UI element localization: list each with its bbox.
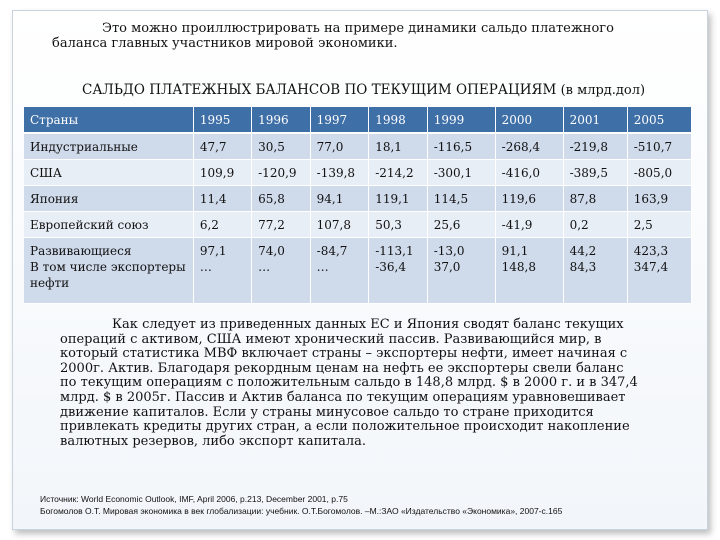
table-cell: -41,9 xyxy=(495,212,563,238)
paragraph-line: который статистика МВФ включает страны – экспортеры нефти, имеет начиная с xyxy=(60,346,628,362)
header-cell: 1996 xyxy=(252,107,311,133)
table-cell: Европейский союз xyxy=(24,212,193,238)
paragraph-line: Как следует из приведенных данных ЕС и Япония сводят баланс текущих xyxy=(112,317,624,332)
paragraph-line: привлекать кредиты других стран, а если положительное происходит накопление xyxy=(60,419,630,435)
table-row xyxy=(24,238,692,304)
header-cell: 1999 xyxy=(427,107,495,133)
caption-unit: (в млрд.дол) xyxy=(560,83,646,98)
intro-line: баланса главных участников мировой экономики. xyxy=(52,36,398,51)
table-caption xyxy=(82,82,702,98)
paragraph-line: валютных резервов, либо экспорт капитала. xyxy=(60,433,366,449)
header-cell: 1995 xyxy=(193,107,251,133)
table-cell xyxy=(369,238,428,304)
table-row xyxy=(24,133,692,160)
table-cell: 119,6 xyxy=(495,186,563,212)
table-cell: 65,8 xyxy=(252,186,311,212)
header-cell: 2000 xyxy=(495,107,563,133)
table-cell xyxy=(495,238,563,304)
paragraph-line: движение капиталов. Если у страны минусовое сальдо то стране приходится xyxy=(60,404,594,420)
table-cell: -510,7 xyxy=(627,133,691,160)
value-line: 91,1 xyxy=(501,244,529,258)
table-cell: 30,5 xyxy=(252,133,311,160)
table-cell: 94,1 xyxy=(310,186,369,212)
header-cell: 1997 xyxy=(310,107,369,133)
country-line: В том числе экспортеры xyxy=(30,260,186,274)
paragraph-line: млрд. $ в 2005г. Пассив и Актив баланса по текущим операциям уравновешивает xyxy=(60,389,626,405)
table-cell xyxy=(627,238,691,304)
value-line: 423,3 xyxy=(633,244,669,258)
paragraph-line: по текущим операциям с положительным сальдо в 148,8 млрд. $ в 2000 г. и в 347,4 xyxy=(60,375,638,391)
table-cell: Япония xyxy=(24,186,193,212)
value-line: … xyxy=(199,260,212,274)
table-cell: 87,8 xyxy=(563,186,627,212)
table-cell: 109,9 xyxy=(193,160,251,186)
table-cell: 0,2 xyxy=(563,212,627,238)
table-cell: Индустриальные xyxy=(24,133,193,160)
intro-line: Это можно проиллюстрировать на примере динамики сальдо платежного xyxy=(102,21,614,36)
value-line: … xyxy=(316,260,329,274)
table-header-row xyxy=(24,107,692,133)
table-cell: 77,2 xyxy=(252,212,311,238)
table-cell: -116,5 xyxy=(427,133,495,160)
value-line: 84,3 xyxy=(569,260,597,274)
value-line: -36,4 xyxy=(375,260,406,274)
table-cell: 25,6 xyxy=(427,212,495,238)
paragraph-line: операций с активом, США имеют хронический пассив. Развивающийся мир, в xyxy=(60,331,602,347)
table-cell: 107,8 xyxy=(310,212,369,238)
intro-paragraph xyxy=(52,21,692,51)
header-cell: Страны xyxy=(24,107,193,133)
value-line: -84,7 xyxy=(316,244,348,258)
source-line: Богомолов О.Т. Мировая экономика в век глобализации: учебник. О.Т.Богомолов. –М.:ЗАО «Издательство «Экономика», 2007-с.165 xyxy=(40,506,563,516)
table-cell xyxy=(193,238,251,304)
value-line: 148,8 xyxy=(501,260,536,274)
table-cell xyxy=(427,238,495,304)
table-row xyxy=(24,160,692,186)
value-line: 44,2 xyxy=(569,244,597,258)
header-cell: 2005 xyxy=(627,107,691,133)
sources-footnote xyxy=(40,493,690,517)
table-cell: -219,8 xyxy=(563,133,627,160)
table-cell: 47,7 xyxy=(193,133,251,160)
caption-title: САЛЬДО ПЛАТЕЖНЫХ БАЛАНСОВ ПО ТЕКУЩИМ ОПЕРАЦИЯМ xyxy=(82,82,557,98)
table-cell: 114,5 xyxy=(427,186,495,212)
value-line: 347,4 xyxy=(633,260,669,274)
country-line: Развивающиеся xyxy=(30,244,132,258)
header-cell: 2001 xyxy=(563,107,627,133)
value-line: -13,0 xyxy=(433,244,465,258)
analysis-paragraph xyxy=(60,318,696,449)
table-cell: 119,1 xyxy=(369,186,428,212)
source-line: Источник: World Economic Outlook, IMF, April 2006, p.213, December 2001, p.75 xyxy=(40,494,348,504)
table-cell: -214,2 xyxy=(369,160,428,186)
table-row xyxy=(24,212,692,238)
table-cell: -416,0 xyxy=(495,160,563,186)
table-cell: -268,4 xyxy=(495,133,563,160)
value-line: 74,0 xyxy=(258,244,285,258)
value-line: 37,0 xyxy=(433,260,461,274)
value-line: -113,1 xyxy=(375,244,414,258)
table-cell xyxy=(563,238,627,304)
table-cell: 2,5 xyxy=(627,212,691,238)
table-cell: -139,8 xyxy=(310,160,369,186)
table-cell: 50,3 xyxy=(369,212,428,238)
table-cell: -120,9 xyxy=(252,160,311,186)
table-cell: -389,5 xyxy=(563,160,627,186)
table-cell: США xyxy=(24,160,193,186)
header-cell: 1998 xyxy=(369,107,428,133)
balance-table xyxy=(24,107,692,304)
table-cell xyxy=(252,238,311,304)
table-cell: 163,9 xyxy=(627,186,691,212)
table-cell: 18,1 xyxy=(369,133,428,160)
table-cell: -805,0 xyxy=(627,160,691,186)
table-cell: 6,2 xyxy=(193,212,251,238)
table-cell: 77,0 xyxy=(310,133,369,160)
value-line: … xyxy=(258,260,271,274)
table-cell xyxy=(24,238,193,304)
table-cell: 11,4 xyxy=(193,186,251,212)
table-cell: -300,1 xyxy=(427,160,495,186)
table-cell xyxy=(310,238,369,304)
table-row xyxy=(24,186,692,212)
country-line: нефти xyxy=(30,276,70,290)
value-line: 97,1 xyxy=(199,244,227,258)
paragraph-line: 2000г. Актив. Благодаря рекордным ценам на нефть ее экспортеры свели баланс xyxy=(60,360,624,376)
